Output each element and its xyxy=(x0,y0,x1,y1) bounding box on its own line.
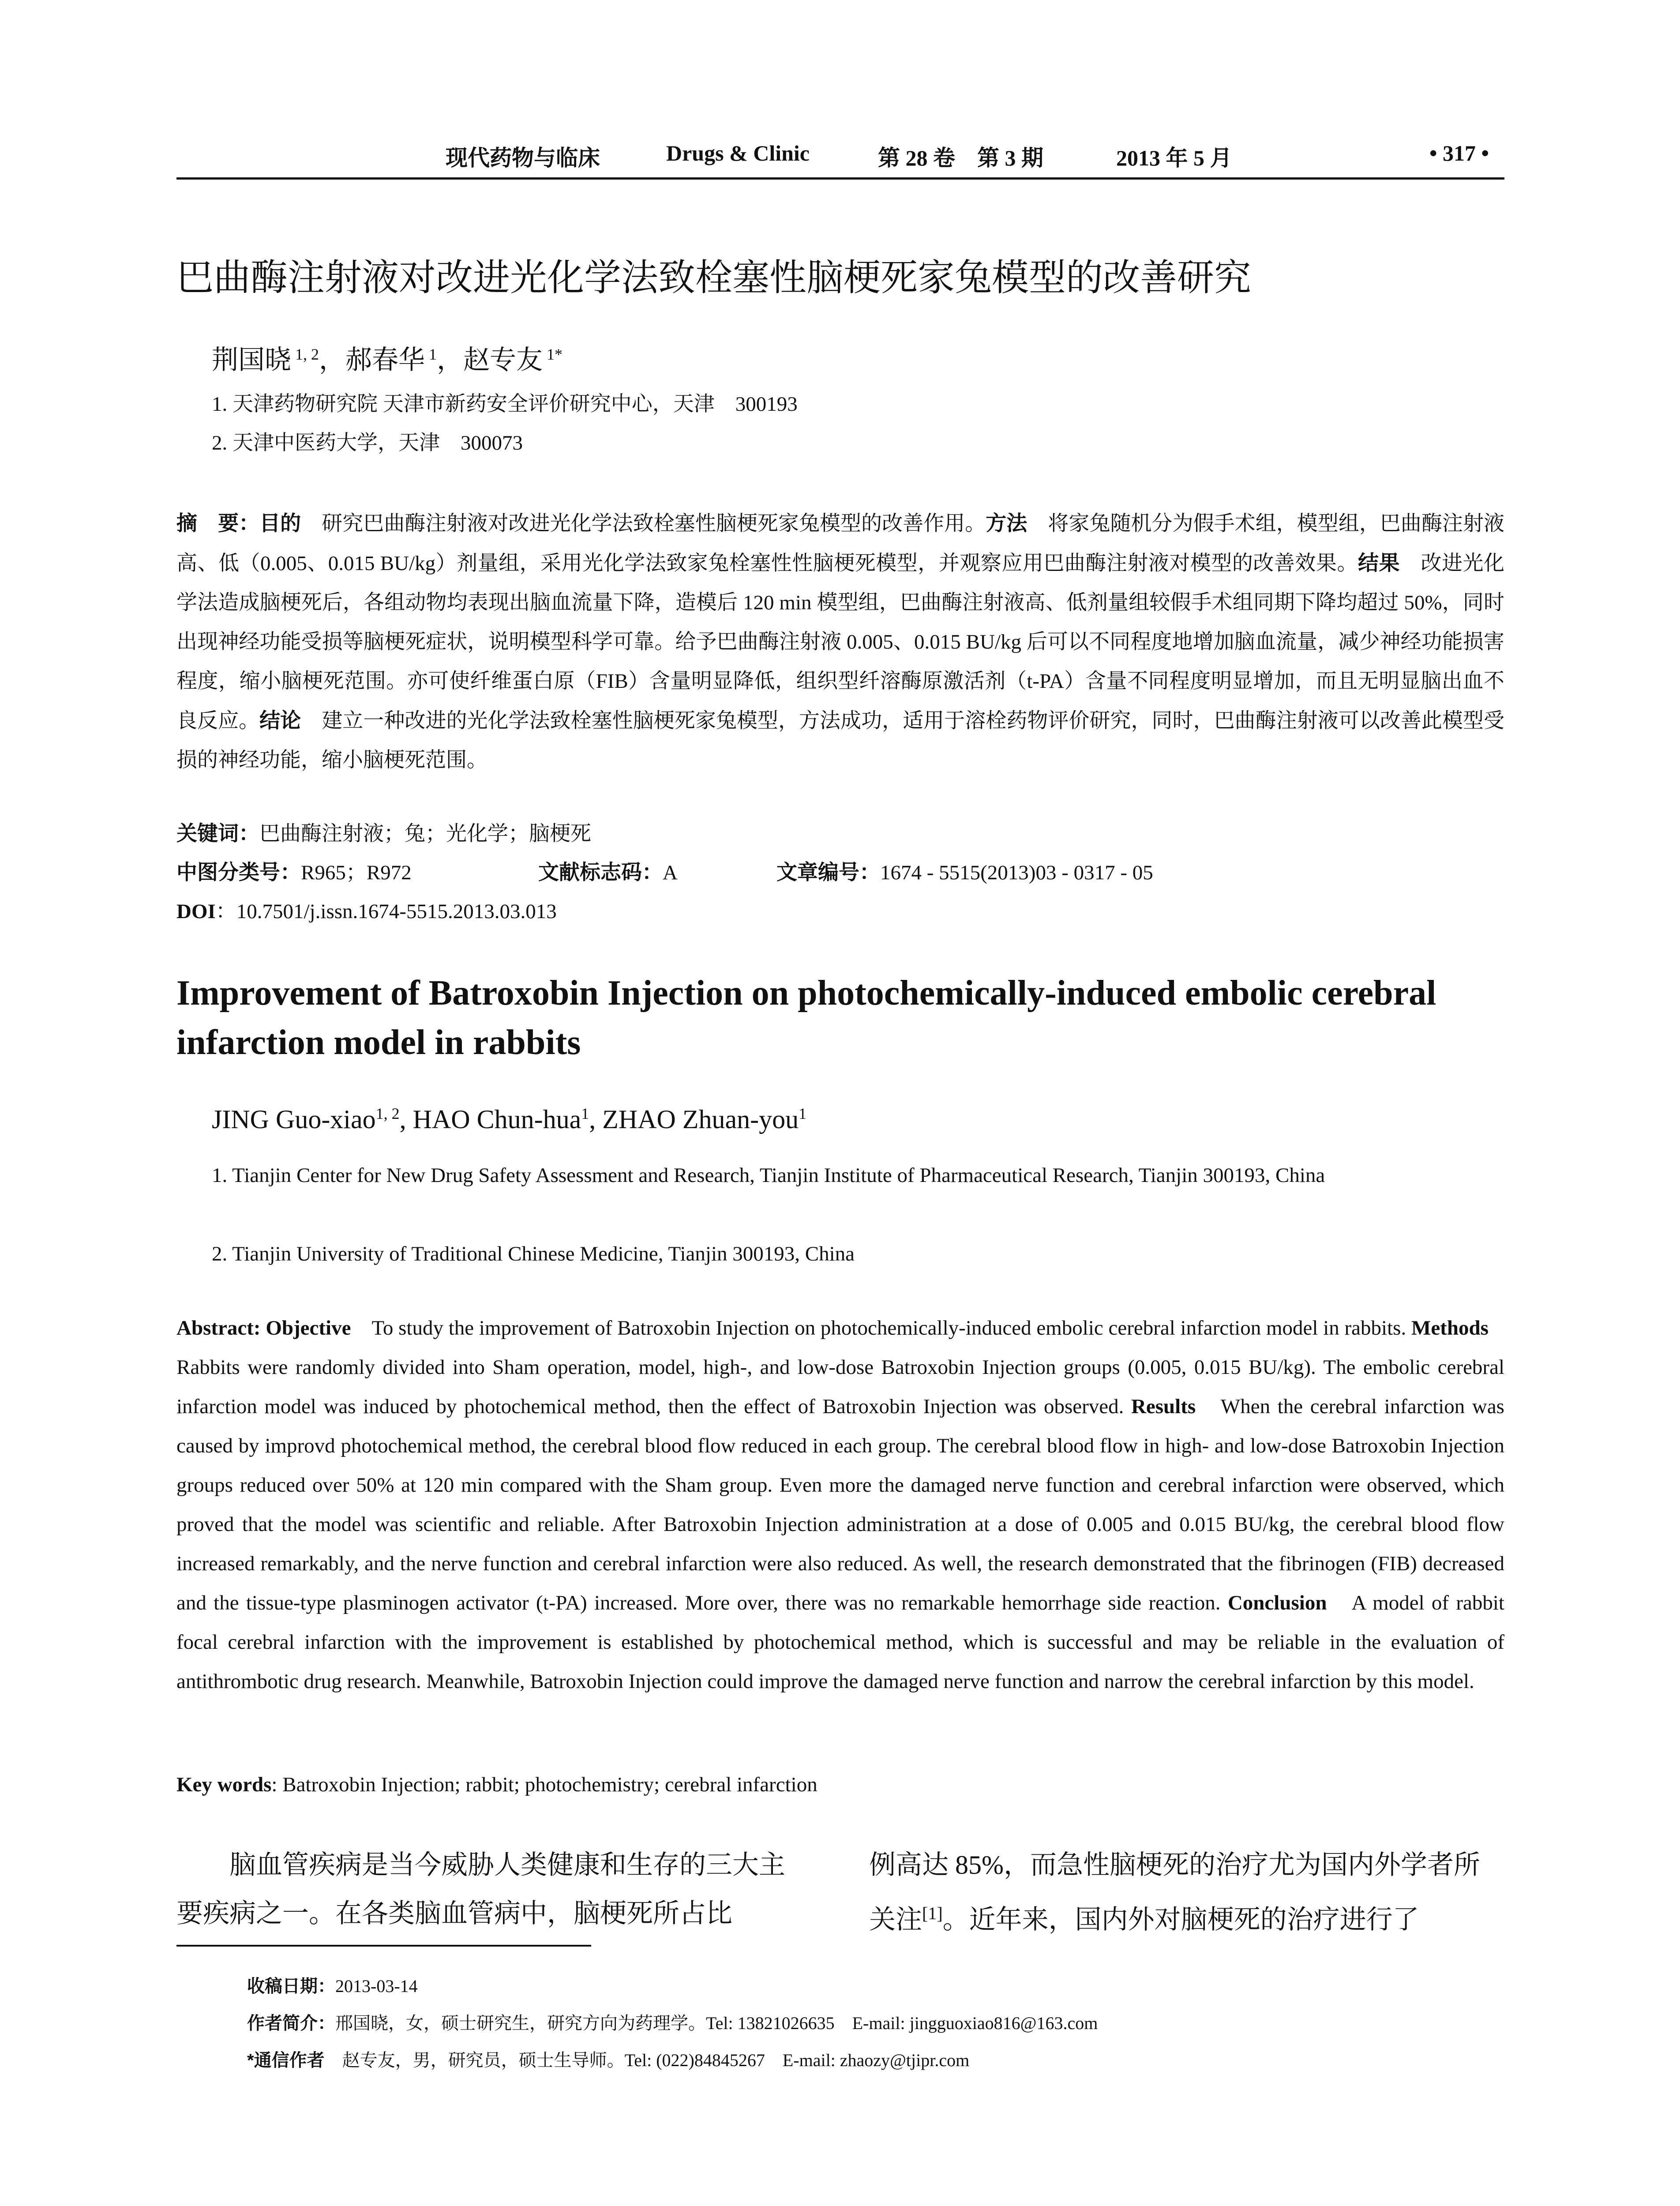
journal-title-cn: 现代药物与临床 xyxy=(446,146,600,170)
doi-label: DOI xyxy=(176,900,216,923)
objective-label: 目的 xyxy=(259,511,301,536)
clc-value: R965；R972 xyxy=(301,861,412,884)
author-affiliation-mark: 1, 2 xyxy=(375,1105,400,1122)
keywords-text: 巴曲酶注射液；兔；光化学；脑梗死 xyxy=(259,822,591,845)
footnote-rule xyxy=(176,1945,591,1947)
author-affiliation-mark: 1* xyxy=(543,345,562,363)
author-affiliation-mark: 1 xyxy=(799,1105,807,1122)
body-text: 例高达 85%，而急性脑梗死的治疗尤为国内外学者所关注 xyxy=(869,1850,1480,1934)
author-affiliation-mark: 1 xyxy=(425,345,437,363)
conclusion-text: A model of rabbit focal cerebral infarction with the improvement is established by photochemical method, which is successful and may be reliable in the evaluation of antithrombotic drug research. Meanwhile, Batroxobin Injection could improve the damaged nerve function and narrow the cerebral infarction by this model. xyxy=(176,1591,1504,1693)
volume-issue: 第 28 卷 第 3 期 xyxy=(878,146,1043,170)
author-affiliation-mark: 1, 2 xyxy=(291,345,319,363)
doc-label: 文献标志码： xyxy=(538,860,663,885)
methods-label: Methods xyxy=(1411,1317,1489,1339)
keywords-en xyxy=(176,1773,818,1797)
received-label: 收稿日期： xyxy=(247,1977,335,1996)
doc-value: A xyxy=(663,861,678,884)
author-name: , HAO Chun-hua xyxy=(399,1105,581,1134)
abstract-label: 摘 要： xyxy=(176,511,260,536)
abstract-en xyxy=(176,1309,1509,1701)
doi-value: ：10.7501/j.issn.1674-5515.2013.03.013 xyxy=(215,900,557,923)
article-number xyxy=(776,856,1153,885)
keywords-text: : Batroxobin Injection; rabbit; photochemistry; cerebral infarction xyxy=(271,1773,818,1796)
article-title-en: Improvement of Batroxobin Injection on photochemically-induced embolic cerebral infarction model in rabbits xyxy=(176,974,1436,1062)
journal-title-en: Drugs & Clinic xyxy=(666,141,810,165)
article-value: 1674 - 5515(2013)03 - 0317 - 05 xyxy=(880,861,1153,884)
methods-label: 方法 xyxy=(986,511,1028,536)
objective-text: 研究巴曲酶注射液对改进光化学法致栓塞性脑梗死家兔模型的改善作用。 xyxy=(301,512,986,535)
conclusion-label: 结论 xyxy=(259,709,301,733)
authors-en xyxy=(212,1104,806,1135)
publication-date: 2013 年 5 月 xyxy=(1116,146,1232,170)
body-left-column: 脑血管疾病是当今威胁人类健康和生存的三大主要疾病之一。在各类脑血管病中，脑梗死所占比 xyxy=(176,1850,785,1928)
conclusion-text: 建立一种改进的光化学法致栓塞性脑梗死家兔模型，方法成功，适用于溶栓药物评价研究，同时，巴曲酶注射液可以改善此模型受损的神经功能，缩小脑梗死范围。 xyxy=(176,709,1505,772)
affiliation-en-2: 2. Tianjin University of Traditional Chinese Medicine, Tianjin 300193, China xyxy=(212,1242,855,1265)
footnote-corresponding xyxy=(247,2046,969,2071)
keywords-label: 关键词： xyxy=(176,822,259,846)
author-bio: 邢国晓，女，硕士研究生，研究方向为药理学。Tel: 13821026635 E-mail: jingguoxiao816@163.com xyxy=(335,2013,1098,2033)
authors-cn xyxy=(212,339,562,377)
results-label: Results xyxy=(1131,1395,1196,1418)
article-title-cn: 巴曲酶注射液对改进光化学法致栓塞性脑梗死家兔模型的改善研究 xyxy=(176,256,1252,299)
author-affiliation-mark: 1 xyxy=(581,1105,589,1122)
document-code xyxy=(538,856,678,885)
author-name: JING Guo-xiao xyxy=(212,1105,376,1134)
results-text: 改进光化学法造成脑梗死后，各组动物均表现出脑血流量下降，造模后 120 min 模型组，巴曲酶注射液高、低剂量组较假手术组同期下降均超过 50%，同时出现神经功能受损等脑梗死症状，说明模型科学可靠。给予巴曲酶注射液 0.005、0.015 BU/kg 后可以不同程度地增加脑血流量，减少神经功能损害程度，缩小脑梗死范围。亦可使纤维蛋白原（FIB）含量明显降低，组织型纤溶酶原激活剂（t-PA）含量不同程度明显增加，而且无明显脑出血不良反应。 xyxy=(176,552,1504,732)
methods-text: 将家兔随机分为假手术组，模型组，巴曲酶注射液高、低（0.005、0.015 BU/kg）剂量组，采用光化学法致家兔栓塞性性脑梗死模型，并观察应用巴曲酶注射液对模型的改善效果。 xyxy=(176,512,1505,575)
keywords-cn xyxy=(176,817,591,847)
article-label: 文章编号： xyxy=(776,860,880,885)
author-name: , ZHAO Zhuan-you xyxy=(589,1105,799,1134)
corresponding-label: *通信作者 xyxy=(247,2051,325,2070)
doi-line xyxy=(176,895,557,924)
author-name: ，郝春华 xyxy=(319,345,425,375)
received-date: 2013-03-14 xyxy=(335,1976,418,1996)
body-text: 。近年来，国内外对脑梗死的治疗进行了 xyxy=(942,1905,1419,1934)
header-rule xyxy=(176,177,1504,180)
corresponding-info: 赵专友，男，研究员，硕士生导师。Tel: (022)84845267 E-mail: zhaozy@tjipr.com xyxy=(324,2050,970,2070)
affiliation-en-1: 1. Tianjin Center for New Drug Safety Assessment and Research, Tianjin Institute of Pharmaceutical Research, Tianjin 300193, China xyxy=(212,1164,1325,1187)
abstract-label: Abstract: xyxy=(176,1317,266,1339)
footnote-author xyxy=(247,2009,1098,2034)
objective-label: Objective xyxy=(266,1317,351,1339)
author-bio-label: 作者简介： xyxy=(247,2014,335,2033)
objective-text: To study the improvement of Batroxobin Injection on photochemically-induced embolic cerebral infarction model in rabbits. xyxy=(351,1317,1411,1339)
affiliation-cn-1: 1. 天津药物研究院 天津市新药安全评价研究中心，天津 300193 xyxy=(212,393,798,416)
methods-text: Rabbits were randomly divided into Sham operation, model, high-, and low-dose Batroxobin Injection groups (0.005, 0.015 BU/kg). The embolic cerebral infarction model was induced by photochemical method, then the effect of Batroxobin Injection was observed. xyxy=(176,1317,1509,1418)
keywords-label: Key words xyxy=(176,1773,272,1796)
clc-label: 中图分类号： xyxy=(176,860,301,885)
page-number: • 317 • xyxy=(1429,141,1489,165)
abstract-cn xyxy=(176,504,1504,780)
footnote-received xyxy=(247,1972,418,1997)
citation-ref: [1] xyxy=(922,1903,943,1923)
author-name: ，赵专友 xyxy=(437,345,543,375)
affiliation-cn-2: 2. 天津中医药大学，天津 300073 xyxy=(212,431,523,454)
results-label: 结果 xyxy=(1358,551,1400,575)
classification-line xyxy=(176,856,412,885)
author-name: 荆国晓 xyxy=(212,345,291,375)
results-text: When the cerebral infarction was caused by improvd photochemical method, the cerebral blood flow reduced in each group. The cerebral blood flow in high- and low-dose Batroxobin Injection groups reduced over 50% at 120 min compared with the Sham group. Even more the damaged nerve function and cerebral infarction were observed, which proved that the model was scientific and reliable. After Batroxobin Injection administration at a dose of 0.005 and 0.015 BU/kg, the cerebral blood flow increased remarkably, and the nerve function and cerebral infarction were also reduced. As well, the research demonstrated that the fibrinogen (FIB) decreased and the tissue-type plasminogen activator (t-PA) increased. More over, there was no remarkable hemorrhage side reaction. xyxy=(176,1395,1504,1614)
conclusion-label: Conclusion xyxy=(1227,1591,1327,1614)
body-right-column xyxy=(869,1841,1487,1944)
